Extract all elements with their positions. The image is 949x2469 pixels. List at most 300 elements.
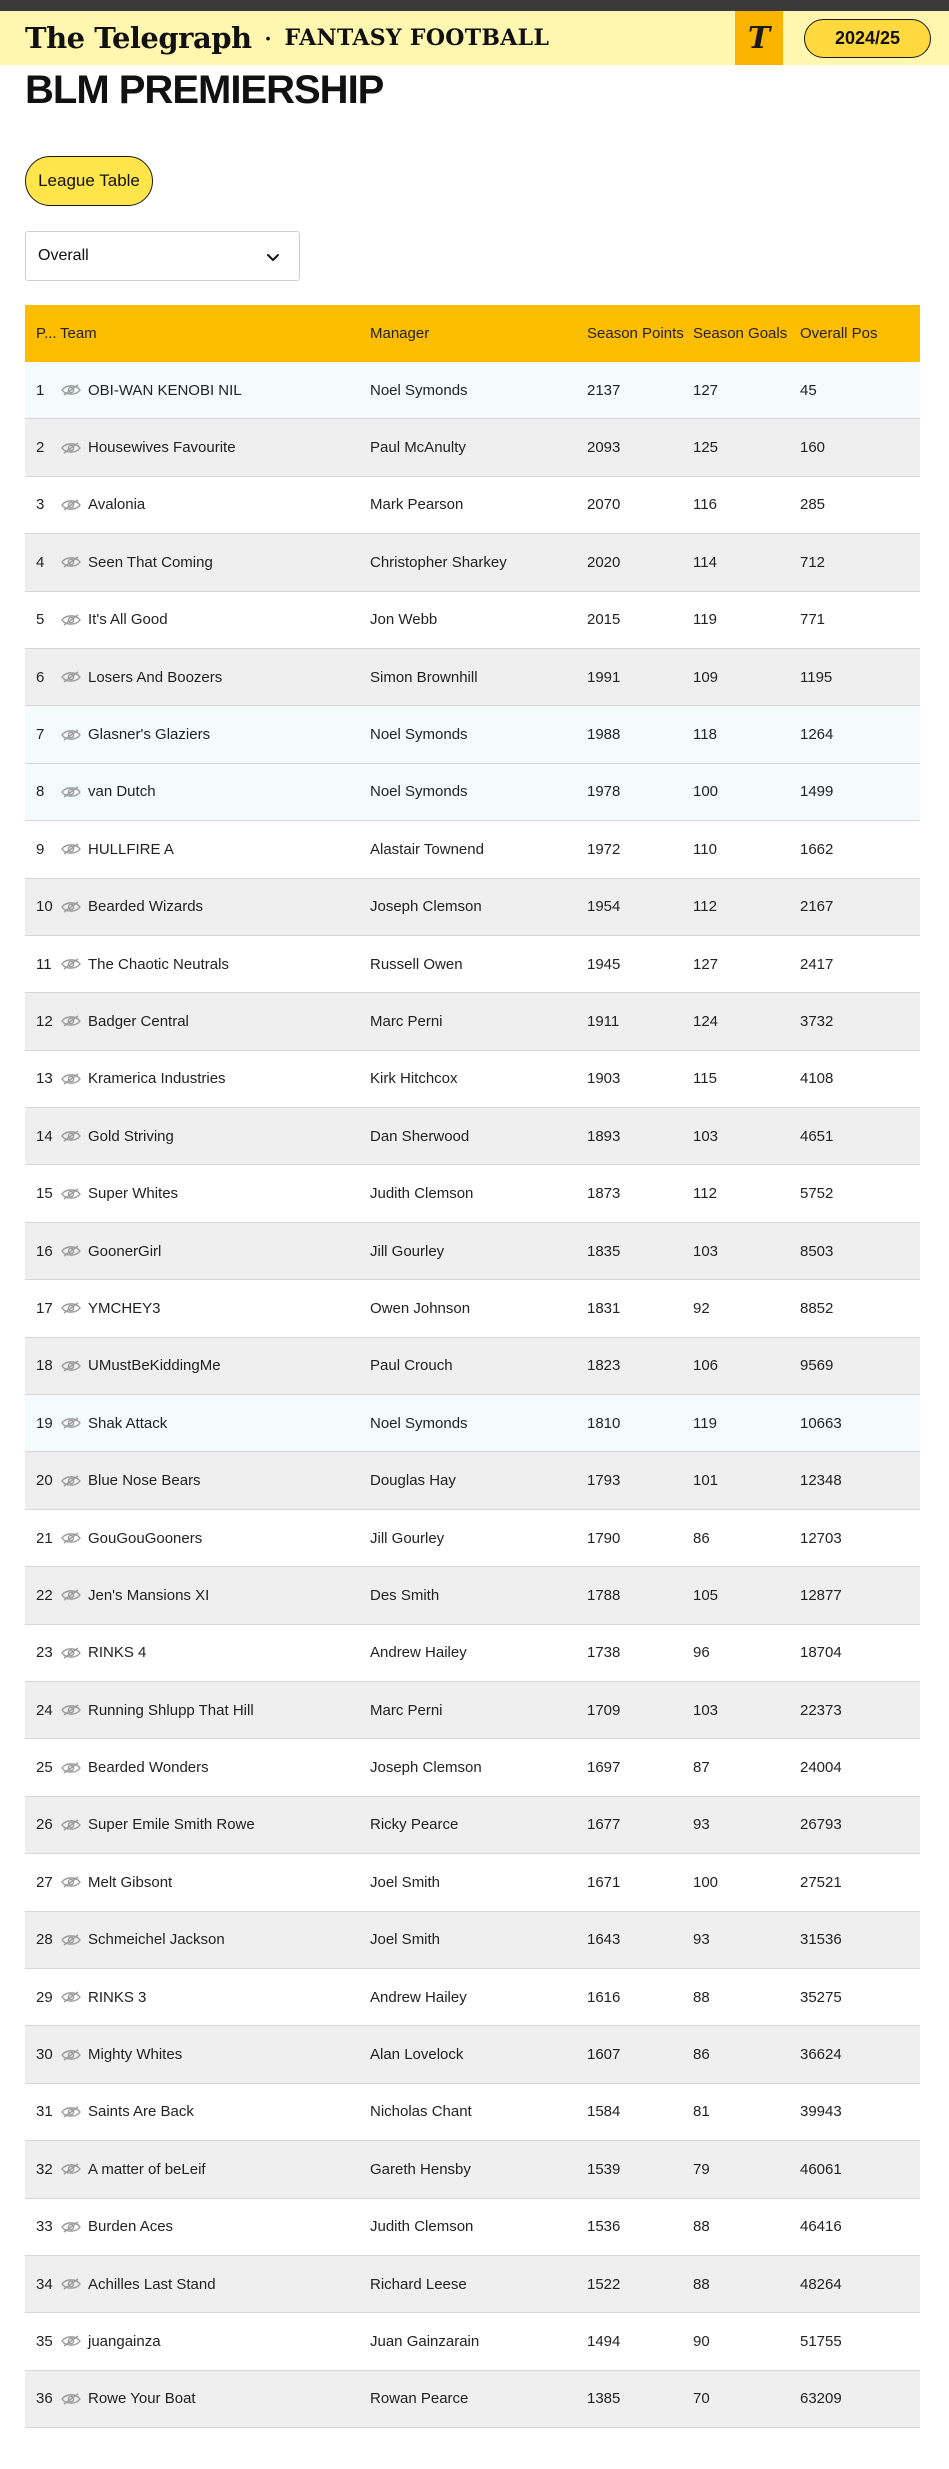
cell-season-points: 1831 bbox=[587, 1299, 621, 1317]
cell-season-points: 1903 bbox=[587, 1070, 621, 1088]
cell-overall-pos: 2417 bbox=[800, 955, 834, 973]
table-row[interactable] bbox=[25, 879, 920, 936]
cell-season-goals: 79 bbox=[693, 2160, 710, 2178]
cell-pos: 3 bbox=[36, 496, 45, 514]
cell-overall-pos: 12348 bbox=[800, 1472, 842, 1490]
eye-icon[interactable] bbox=[60, 2105, 82, 2119]
team-name[interactable]: Seen That Coming bbox=[88, 553, 213, 571]
cell-pos: 32 bbox=[36, 2160, 53, 2178]
cell-manager: Alan Lovelock bbox=[370, 2046, 464, 2064]
cell-team[interactable] bbox=[60, 1013, 370, 1030]
cell-manager: Paul Crouch bbox=[370, 1357, 453, 1375]
filter-selected-value: Overall bbox=[38, 247, 89, 264]
cell-overall-pos: 160 bbox=[800, 439, 826, 457]
cell-team[interactable] bbox=[60, 554, 370, 571]
eye-icon[interactable] bbox=[60, 1187, 82, 1201]
cell-team[interactable] bbox=[60, 1472, 370, 1489]
cell-team[interactable] bbox=[60, 898, 370, 915]
cell-season-goals: 81 bbox=[693, 2103, 710, 2121]
cell-team[interactable] bbox=[60, 1759, 370, 1776]
cell-manager: Rowan Pearce bbox=[370, 2390, 469, 2408]
cell-season-goals: 87 bbox=[693, 1759, 710, 1777]
filter-select[interactable] bbox=[25, 231, 300, 281]
team-name[interactable]: RINKS 3 bbox=[88, 1988, 147, 2006]
table-row[interactable] bbox=[25, 1223, 920, 1280]
team-name[interactable]: Bearded Wonders bbox=[88, 1759, 209, 1777]
table-row[interactable] bbox=[25, 534, 920, 591]
cell-pos: 18 bbox=[36, 1357, 53, 1375]
cell-team[interactable] bbox=[60, 1989, 370, 2006]
cell-manager: Joel Smith bbox=[370, 1873, 441, 1891]
cell-manager: Noel Symonds bbox=[370, 381, 468, 399]
team-name[interactable]: Running Shlupp That Hill bbox=[88, 1701, 254, 1719]
cell-season-points: 2093 bbox=[587, 439, 621, 457]
table-row[interactable] bbox=[25, 1165, 920, 1222]
cell-season-goals: 106 bbox=[693, 1357, 719, 1375]
team-name[interactable]: Gold Striving bbox=[88, 1127, 174, 1145]
cell-season-goals: 88 bbox=[693, 2218, 710, 2236]
team-name[interactable]: A matter of beLeif bbox=[88, 2160, 206, 2178]
eye-icon[interactable] bbox=[60, 1646, 82, 1660]
cell-manager: Joel Smith bbox=[370, 1931, 441, 1949]
table-row[interactable] bbox=[25, 764, 920, 821]
cell-overall-pos: 51755 bbox=[800, 2332, 842, 2350]
cell-season-points: 1790 bbox=[587, 1529, 621, 1547]
logo-glyph: T bbox=[747, 20, 771, 56]
cell-season-goals: 112 bbox=[693, 898, 717, 916]
cell-pos: 11 bbox=[36, 955, 52, 973]
cell-team[interactable] bbox=[60, 1300, 370, 1317]
cell-team[interactable] bbox=[60, 2276, 370, 2293]
cell-manager: Owen Johnson bbox=[370, 1299, 471, 1317]
cell-season-points: 1607 bbox=[587, 2046, 621, 2064]
eye-icon[interactable] bbox=[60, 1129, 82, 1143]
cell-manager: Alastair Townend bbox=[370, 840, 484, 858]
cell-manager: Douglas Hay bbox=[370, 1472, 456, 1490]
cell-manager: Dan Sherwood bbox=[370, 1127, 470, 1145]
cell-team[interactable] bbox=[60, 1530, 370, 1547]
team-name[interactable]: UMustBeKiddingMe bbox=[88, 1357, 221, 1375]
team-name[interactable]: Glasner's Glaziers bbox=[88, 726, 211, 744]
table-row[interactable] bbox=[25, 936, 920, 993]
cell-manager: Simon Brownhill bbox=[370, 668, 478, 686]
cell-manager: Judith Clemson bbox=[370, 2218, 474, 2236]
cell-pos: 29 bbox=[36, 1988, 53, 2006]
cell-overall-pos: 4651 bbox=[800, 1127, 834, 1145]
cell-team[interactable] bbox=[60, 611, 370, 628]
table-row[interactable] bbox=[25, 1739, 920, 1796]
cell-pos: 35 bbox=[36, 2332, 53, 2350]
cell-overall-pos: 31536 bbox=[800, 1931, 842, 1949]
eye-icon[interactable] bbox=[60, 2220, 82, 2234]
cell-season-points: 1978 bbox=[587, 783, 621, 801]
site-header bbox=[0, 11, 949, 65]
team-name[interactable]: Bearded Wizards bbox=[88, 898, 204, 916]
cell-overall-pos: 1499 bbox=[800, 783, 834, 801]
cell-manager: Jon Webb bbox=[370, 611, 438, 629]
table-row[interactable] bbox=[25, 362, 920, 419]
table-row[interactable] bbox=[25, 2371, 920, 2428]
eye-icon[interactable] bbox=[60, 2162, 82, 2176]
cell-season-points: 1793 bbox=[587, 1472, 621, 1490]
eye-icon[interactable] bbox=[60, 1014, 82, 1028]
cell-manager: Jill Gourley bbox=[370, 1529, 445, 1547]
cell-manager: Des Smith bbox=[370, 1586, 440, 1604]
cell-season-points: 1873 bbox=[587, 1185, 621, 1203]
cell-season-goals: 125 bbox=[693, 439, 719, 457]
cell-overall-pos: 1662 bbox=[800, 840, 834, 858]
cell-pos: 27 bbox=[36, 1873, 53, 1891]
cell-overall-pos: 12703 bbox=[800, 1529, 842, 1547]
cell-pos: 14 bbox=[36, 1127, 53, 1145]
table-row[interactable] bbox=[25, 1797, 920, 1854]
cell-overall-pos: 1195 bbox=[800, 668, 833, 686]
eye-icon[interactable] bbox=[60, 1301, 82, 1315]
team-name[interactable]: RINKS 4 bbox=[88, 1644, 147, 1662]
cell-team[interactable] bbox=[60, 1587, 370, 1604]
cell-pos: 6 bbox=[36, 668, 45, 686]
eye-icon[interactable] bbox=[60, 670, 82, 684]
cell-team[interactable] bbox=[60, 2161, 370, 2178]
cell-season-goals: 103 bbox=[693, 1701, 719, 1719]
cell-season-goals: 103 bbox=[693, 1242, 719, 1260]
cell-overall-pos: 3732 bbox=[800, 1012, 834, 1030]
team-name[interactable]: Losers And Boozers bbox=[88, 668, 223, 686]
eye-icon[interactable] bbox=[60, 1818, 82, 1832]
cell-team[interactable] bbox=[60, 841, 370, 858]
cell-season-goals: 101 bbox=[693, 1472, 719, 1490]
cell-season-goals: 86 bbox=[693, 2046, 710, 2064]
cell-manager: Gareth Hensby bbox=[370, 2160, 471, 2178]
cell-overall-pos: 12877 bbox=[800, 1586, 842, 1604]
cell-pos: 5 bbox=[36, 611, 45, 629]
cell-team[interactable] bbox=[60, 1644, 370, 1661]
team-name[interactable]: Blue Nose Bears bbox=[88, 1472, 201, 1490]
cell-season-points: 1738 bbox=[587, 1644, 621, 1662]
cell-season-goals: 127 bbox=[693, 955, 719, 973]
cell-manager: Noel Symonds bbox=[370, 783, 468, 801]
season-selector[interactable]: 2024/25 bbox=[804, 19, 931, 58]
cell-pos: 7 bbox=[36, 726, 45, 744]
cell-team[interactable] bbox=[60, 2333, 370, 2350]
header-pos[interactable]: P... bbox=[36, 325, 57, 342]
cell-pos: 12 bbox=[36, 1012, 53, 1030]
table-row[interactable] bbox=[25, 1625, 920, 1682]
header-season-goals[interactable]: Season Goals bbox=[693, 325, 788, 342]
cell-team[interactable] bbox=[60, 2103, 370, 2120]
eye-icon[interactable] bbox=[60, 498, 82, 512]
header-overall-pos[interactable]: Overall Pos bbox=[800, 325, 878, 342]
cell-pos: 25 bbox=[36, 1759, 53, 1777]
cell-season-points: 1522 bbox=[587, 2275, 621, 2293]
eye-icon[interactable] bbox=[60, 1933, 82, 1947]
cell-manager: Judith Clemson bbox=[370, 1185, 474, 1203]
eye-icon[interactable] bbox=[60, 957, 82, 971]
table-row[interactable] bbox=[25, 1280, 920, 1337]
eye-icon[interactable] bbox=[60, 1875, 82, 1889]
table-row[interactable] bbox=[25, 2199, 920, 2256]
table-row[interactable] bbox=[25, 1682, 920, 1739]
eye-icon[interactable] bbox=[60, 1761, 82, 1775]
cell-manager: Mark Pearson bbox=[370, 496, 464, 514]
team-name[interactable]: Melt Gibsont bbox=[88, 1873, 173, 1891]
table-row[interactable] bbox=[25, 993, 920, 1050]
cell-manager: Andrew Hailey bbox=[370, 1644, 467, 1662]
cell-overall-pos: 4108 bbox=[800, 1070, 834, 1088]
cell-season-points: 1972 bbox=[587, 840, 621, 858]
eye-icon[interactable] bbox=[60, 613, 82, 627]
cell-team[interactable] bbox=[60, 1185, 370, 1202]
team-name[interactable]: YMCHEY3 bbox=[88, 1299, 161, 1317]
table-row[interactable] bbox=[25, 1452, 920, 1509]
chevron-down-icon bbox=[265, 249, 281, 265]
cell-overall-pos: 22373 bbox=[800, 1701, 842, 1719]
table-row[interactable] bbox=[25, 2313, 920, 2370]
cell-manager: Ricky Pearce bbox=[370, 1816, 459, 1834]
cell-team[interactable] bbox=[60, 2218, 370, 2235]
cell-season-goals: 93 bbox=[693, 1931, 710, 1949]
cell-pos: 21 bbox=[36, 1529, 53, 1547]
cell-season-points: 1991 bbox=[587, 668, 621, 686]
brand[interactable] bbox=[0, 11, 549, 65]
cell-season-goals: 96 bbox=[693, 1644, 710, 1662]
team-name[interactable]: juangainza bbox=[88, 2332, 161, 2350]
cell-team[interactable] bbox=[60, 726, 370, 743]
cell-team[interactable] bbox=[60, 783, 370, 800]
cell-season-points: 2020 bbox=[587, 553, 621, 571]
eye-icon[interactable] bbox=[60, 2277, 82, 2291]
cell-team[interactable] bbox=[60, 1931, 370, 1948]
brand-separator: • bbox=[265, 30, 271, 46]
cell-season-goals: 86 bbox=[693, 1529, 710, 1547]
cell-season-points: 1671 bbox=[587, 1873, 621, 1891]
cell-team[interactable] bbox=[60, 1128, 370, 1145]
cell-manager: Marc Perni bbox=[370, 1012, 443, 1030]
table-row[interactable] bbox=[25, 1510, 920, 1567]
cell-season-goals: 119 bbox=[693, 611, 717, 629]
eye-icon[interactable] bbox=[60, 728, 82, 742]
team-name[interactable]: Housewives Favourite bbox=[88, 439, 236, 457]
header-season-points[interactable]: Season Points bbox=[587, 325, 684, 342]
team-name[interactable]: Jen's Mansions XI bbox=[88, 1586, 210, 1604]
eye-icon[interactable] bbox=[60, 785, 82, 799]
cell-season-points: 2015 bbox=[587, 611, 621, 629]
team-name[interactable]: Achilles Last Stand bbox=[88, 2275, 216, 2293]
eye-icon[interactable] bbox=[60, 2392, 82, 2406]
cell-season-points: 1893 bbox=[587, 1127, 621, 1145]
team-name[interactable]: OBI-WAN KENOBI NIL bbox=[88, 381, 242, 399]
team-name[interactable]: Shak Attack bbox=[88, 1414, 168, 1432]
cell-pos: 10 bbox=[36, 898, 53, 916]
eye-icon[interactable] bbox=[60, 1990, 82, 2004]
cell-team[interactable] bbox=[60, 669, 370, 686]
cell-overall-pos: 26793 bbox=[800, 1816, 842, 1834]
cell-season-points: 1835 bbox=[587, 1242, 621, 1260]
cell-manager: Christopher Sharkey bbox=[370, 553, 507, 571]
tab-league-table[interactable]: League Table bbox=[25, 156, 153, 206]
cell-team[interactable] bbox=[60, 1357, 370, 1374]
eye-icon[interactable] bbox=[60, 1703, 82, 1717]
table-row[interactable] bbox=[25, 1854, 920, 1911]
eye-icon[interactable] bbox=[60, 1416, 82, 1430]
cell-pos: 26 bbox=[36, 1816, 53, 1834]
eye-icon[interactable] bbox=[60, 1359, 82, 1373]
cell-season-goals: 109 bbox=[693, 668, 719, 686]
table-row[interactable] bbox=[25, 2141, 920, 2198]
eye-icon[interactable] bbox=[60, 1531, 82, 1545]
eye-icon[interactable] bbox=[60, 1474, 82, 1488]
cell-season-points: 1954 bbox=[587, 898, 621, 916]
cell-season-points: 1494 bbox=[587, 2332, 621, 2350]
table-row[interactable] bbox=[25, 1338, 920, 1395]
eye-icon[interactable] bbox=[60, 555, 82, 569]
table-row[interactable] bbox=[25, 419, 920, 476]
team-name[interactable]: Burden Aces bbox=[88, 2218, 174, 2236]
team-name[interactable]: Super Whites bbox=[88, 1185, 179, 1203]
cell-season-goals: 112 bbox=[693, 1185, 717, 1203]
cell-manager: Russell Owen bbox=[370, 955, 463, 973]
cell-team[interactable] bbox=[60, 2046, 370, 2063]
table-row[interactable] bbox=[25, 1969, 920, 2026]
cell-manager: Paul McAnulty bbox=[370, 439, 466, 457]
cell-season-goals: 105 bbox=[693, 1586, 719, 1604]
cell-pos: 30 bbox=[36, 2046, 53, 2064]
cell-overall-pos: 2167 bbox=[800, 898, 834, 916]
team-name[interactable]: Badger Central bbox=[88, 1012, 189, 1030]
cell-season-goals: 119 bbox=[693, 1414, 717, 1432]
cell-overall-pos: 1264 bbox=[800, 726, 834, 744]
eye-icon[interactable] bbox=[60, 383, 82, 397]
cell-season-points: 2070 bbox=[587, 496, 621, 514]
eye-icon[interactable] bbox=[60, 900, 82, 914]
table-row[interactable] bbox=[25, 821, 920, 878]
brand-name: The Telegraph bbox=[25, 21, 252, 55]
cell-pos: 34 bbox=[36, 2275, 53, 2293]
eye-icon[interactable] bbox=[60, 2048, 82, 2062]
cell-team[interactable] bbox=[60, 1874, 370, 1891]
team-name[interactable]: Saints Are Back bbox=[88, 2103, 194, 2121]
table-row[interactable] bbox=[25, 477, 920, 534]
header-team[interactable]: Team bbox=[60, 325, 97, 342]
cell-season-points: 1677 bbox=[587, 1816, 621, 1834]
cell-season-points: 1697 bbox=[587, 1759, 621, 1777]
cell-pos: 20 bbox=[36, 1472, 53, 1490]
eye-icon[interactable] bbox=[60, 441, 82, 455]
cell-overall-pos: 712 bbox=[800, 553, 826, 571]
team-name[interactable]: van Dutch bbox=[88, 783, 156, 801]
telegraph-logo-icon[interactable] bbox=[735, 11, 783, 65]
cell-season-goals: 114 bbox=[693, 553, 717, 571]
table-row[interactable] bbox=[25, 649, 920, 706]
table-row[interactable] bbox=[25, 2084, 920, 2141]
team-name[interactable]: HULLFIRE A bbox=[88, 840, 174, 858]
cell-overall-pos: 39943 bbox=[800, 2103, 842, 2121]
cell-overall-pos: 771 bbox=[800, 611, 826, 629]
cell-season-points: 1539 bbox=[587, 2160, 621, 2178]
cell-season-points: 1810 bbox=[587, 1414, 621, 1432]
cell-season-goals: 127 bbox=[693, 381, 719, 399]
cell-pos: 1 bbox=[36, 381, 45, 399]
team-name[interactable]: GouGouGooners bbox=[88, 1529, 203, 1547]
team-name[interactable]: Super Emile Smith Rowe bbox=[88, 1816, 255, 1834]
cell-team[interactable] bbox=[60, 1243, 370, 1260]
table-row[interactable] bbox=[25, 1051, 920, 1108]
cell-team[interactable] bbox=[60, 1816, 370, 1833]
table-row[interactable] bbox=[25, 1395, 920, 1452]
cell-pos: 31 bbox=[36, 2103, 53, 2121]
team-name[interactable]: Rowe Your Boat bbox=[88, 2390, 196, 2408]
cell-team[interactable] bbox=[60, 439, 370, 456]
team-name[interactable]: It's All Good bbox=[88, 611, 168, 629]
cell-season-goals: 88 bbox=[693, 2275, 710, 2293]
team-name[interactable]: Mighty Whites bbox=[88, 2046, 183, 2064]
cell-season-goals: 100 bbox=[693, 1873, 719, 1891]
cell-team[interactable] bbox=[60, 382, 370, 399]
table-row[interactable] bbox=[25, 2256, 920, 2313]
cell-pos: 16 bbox=[36, 1242, 53, 1260]
header-manager[interactable]: Manager bbox=[370, 325, 430, 342]
table-row[interactable] bbox=[25, 2026, 920, 2083]
eye-icon[interactable] bbox=[60, 2334, 82, 2348]
table-row[interactable] bbox=[25, 1108, 920, 1165]
cell-pos: 33 bbox=[36, 2218, 53, 2236]
cell-season-goals: 90 bbox=[693, 2332, 710, 2350]
eye-icon[interactable] bbox=[60, 1244, 82, 1258]
team-name[interactable]: The Chaotic Neutrals bbox=[88, 955, 229, 973]
cell-overall-pos: 8852 bbox=[800, 1299, 834, 1317]
cell-team[interactable] bbox=[60, 496, 370, 513]
table-row[interactable] bbox=[25, 1912, 920, 1969]
cell-season-goals: 92 bbox=[693, 1299, 710, 1317]
cell-overall-pos: 24004 bbox=[800, 1759, 842, 1777]
eye-icon[interactable] bbox=[60, 842, 82, 856]
cell-overall-pos: 27521 bbox=[800, 1873, 842, 1891]
cell-overall-pos: 63209 bbox=[800, 2390, 842, 2408]
cell-pos: 9 bbox=[36, 840, 45, 858]
cell-manager: Juan Gainzarain bbox=[370, 2332, 480, 2350]
cell-overall-pos: 46061 bbox=[800, 2160, 842, 2178]
cell-overall-pos: 36624 bbox=[800, 2046, 842, 2064]
cell-season-goals: 93 bbox=[693, 1816, 710, 1834]
cell-season-goals: 124 bbox=[693, 1012, 719, 1030]
cell-team[interactable] bbox=[60, 1070, 370, 1087]
cell-team[interactable] bbox=[60, 2390, 370, 2407]
team-name[interactable]: Avalonia bbox=[88, 496, 146, 514]
cell-manager: Noel Symonds bbox=[370, 1414, 468, 1432]
eye-icon[interactable] bbox=[60, 1588, 82, 1602]
cell-pos: 8 bbox=[36, 783, 45, 801]
cell-season-points: 1616 bbox=[587, 1988, 621, 2006]
team-name[interactable]: Schmeichel Jackson bbox=[88, 1931, 225, 1949]
page-title: BLM PREMIERSHIP bbox=[25, 68, 384, 112]
cell-pos: 28 bbox=[36, 1931, 53, 1949]
cell-team[interactable] bbox=[60, 1415, 370, 1432]
table-row[interactable] bbox=[25, 1567, 920, 1624]
cell-pos: 23 bbox=[36, 1644, 53, 1662]
team-name[interactable]: Kramerica Industries bbox=[88, 1070, 226, 1088]
eye-icon[interactable] bbox=[60, 1072, 82, 1086]
cell-season-goals: 116 bbox=[693, 496, 717, 514]
cell-season-goals: 115 bbox=[693, 1070, 717, 1088]
table-row[interactable] bbox=[25, 592, 920, 649]
cell-overall-pos: 48264 bbox=[800, 2275, 842, 2293]
cell-team[interactable] bbox=[60, 1702, 370, 1719]
team-name[interactable]: GoonerGirl bbox=[88, 1242, 162, 1260]
cell-pos: 4 bbox=[36, 553, 45, 571]
table-row[interactable] bbox=[25, 706, 920, 763]
cell-manager: Noel Symonds bbox=[370, 726, 468, 744]
cell-team[interactable] bbox=[60, 956, 370, 973]
